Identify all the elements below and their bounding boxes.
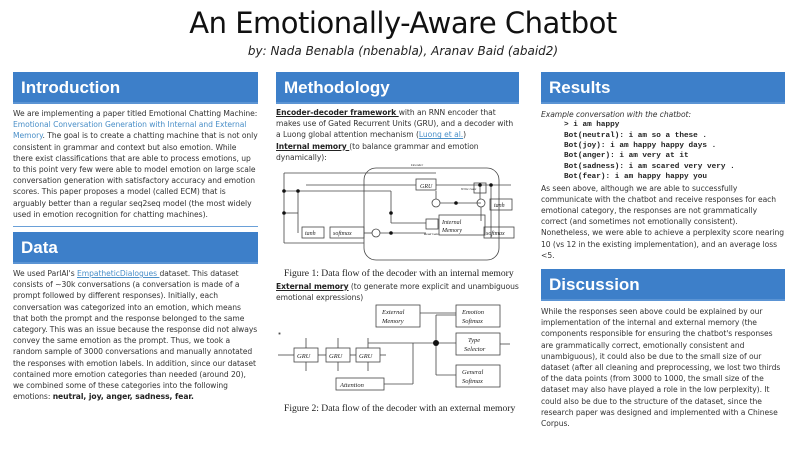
read-gate-label: Read Gate: [424, 232, 439, 237]
encoder-decoder-label: Encoder-decoder framework: [276, 108, 399, 117]
external-memory-label: External memory: [276, 282, 349, 292]
gru-3: GRU: [359, 353, 373, 361]
figure-external-memory: [276, 303, 519, 414]
poster-authors: by: Nada Benabla (nbenabla), Aranav Baid (abaid2): [247, 44, 559, 58]
decoder-label: Decoder: [411, 163, 424, 168]
general-softmax-1: General: [462, 369, 484, 377]
introduction-text-part2: . The goal is to create a chatting machine that is not only consistent in grammar and context but also emotion. While there exist classifications that are able to process emotions, up to this point very few were able to model emotion on large scale conversation generation with satisfactory accuracy and emotion scores. This paper proposes a model (called ECM) that is arguably better than a regular seq2seq model (the most widely used in emotion recognition for chatting machines).: [13, 131, 258, 219]
methodology-heading: Methodology: [276, 72, 519, 104]
internal-memory-text: (to balance grammar and emotion dynamically):: [276, 141, 479, 162]
results-text: As seen above, although we are able to successfully communicate with the chatbot and receive responses for each emotional category, the responses are not grammatically correct (and sometimes not emotionally consistent). Nonetheless, we were able to achieve a perplexity score nearing 10 (vs 12 in the existing implementation), and an average loss <5.: [541, 183, 785, 260]
conversation-line: Bot(joy): i am happy happy days .: [564, 142, 717, 151]
softmax-left-label: softmax: [333, 231, 352, 238]
gru-label: GRU: [420, 184, 433, 191]
conversation-line: Bot(fear): i am happy happy you: [564, 173, 708, 182]
section-divider: [13, 226, 258, 227]
discussion-heading: Discussion: [541, 269, 785, 301]
emotion-softmax-2: Softmax: [462, 318, 483, 326]
paper-title-link[interactable]: Emotional Conversation Generation with Internal and External Memory: [13, 120, 247, 141]
figure-internal-memory: [276, 163, 519, 279]
conversation-line: Bot(neutral): i am so a these .: [564, 131, 708, 140]
write-gate-label: Write Gate: [461, 187, 477, 192]
gru-2: GRU: [329, 353, 343, 361]
introduction-text: [13, 108, 258, 220]
figure1-caption: Figure 1: Data flow of the decoder with an internal memory: [284, 268, 514, 280]
conversation-line: Bot(sadness): i am scared very very .: [564, 162, 735, 171]
column-right: [541, 72, 785, 429]
external-memory-box-1: External: [382, 309, 405, 317]
softmax-right-label: softmax: [486, 231, 505, 238]
tanh-left-label: tanh: [305, 231, 316, 238]
conversation-line: Bot(anger): i am very at it: [564, 152, 689, 161]
example-label: Example conversation with the chatbot:: [541, 110, 691, 119]
results-heading: Results: [541, 72, 785, 104]
introduction-heading: Introduction: [13, 72, 258, 104]
data-heading: Data: [13, 232, 258, 264]
attention-label: Attention: [340, 382, 364, 390]
luong-link[interactable]: Luong et al.: [418, 130, 464, 140]
data-text: [13, 268, 258, 402]
emotion-list: neutral, joy, anger, sadness, fear.: [52, 392, 194, 402]
external-memory-box-2: Memory: [382, 318, 404, 326]
column-left: [13, 72, 258, 402]
data-text-part1: We used ParlAI's: [13, 269, 77, 279]
internal-memory-label-1: Internal: [442, 220, 462, 227]
tanh-right-label: tanh: [494, 203, 505, 210]
external-memory-text: (to generate more explicit and unambiguous emotional expressions): [276, 282, 519, 303]
internal-memory-label-2: Memory: [442, 228, 462, 235]
emotion-softmax-1: Emotion: [462, 309, 485, 317]
encoder-text: with an RNN encoder that makes use of Gated Recurrent Units (GRU), and a decoder with a Luong global attention mechanism (: [276, 108, 514, 140]
methodology-intro: [276, 107, 519, 163]
internal-memory-label: Internal memory: [276, 141, 350, 151]
external-memory-intro: [276, 281, 519, 303]
gru-1: GRU: [297, 353, 311, 361]
data-text-part2: dataset. This dataset consists of ~30k conversations (a conversation is made of a prompt followed by different responses). Initially, each conversation was categorized into an emotion, which means that both the prompt and the response belonged to the same category. This was an issue because the response did not always convey the same emotion as the prompt. Thus, we took a random sample of 3000 conversations and manually annotated the responses with emotion labels. In addition, since our dataset contained more emotion categories than needed (around 20), we combined some of these categories into the following emotions:: [13, 269, 258, 402]
encoder-text-end: ): [463, 130, 467, 140]
column-middle: [276, 72, 519, 414]
type-selector-1: Type: [468, 337, 481, 345]
empathetic-dialogues-link[interactable]: EmpatheticDialogues: [77, 269, 160, 279]
internal-memory-diagram: [276, 163, 519, 263]
introduction-text-part1: We are implementing a paper titled Emotional Chatting Machine:: [13, 109, 258, 118]
conversation-log: [541, 120, 785, 182]
poster-title: An Emotionally-Aware Chatbot: [189, 6, 617, 40]
external-memory-diagram: [276, 303, 519, 398]
figure2-caption: Figure 2: Data flow of the decoder with an external memory: [284, 403, 516, 415]
type-selector-2: Selector: [464, 346, 486, 354]
discussion-text: While the responses seen above could be explained by our implementation of the internal and external memory (the components responsible for ensuring the chatbot's responses are grammatically correct, emotionally consistent and unambiguous), it could also be due to the small size of our dataset (after all cleaning and preprocessing, we lost two thirds of the data points (from 3000 to 1000, the small size of the dataset may also have played a role in the low perplexity). It could also be due to the structure of the dataset, since the research paper was designed and implemented with a Chinese Corpus.: [541, 307, 781, 429]
conversation-line: > i am happy: [564, 121, 620, 130]
general-softmax-2: Softmax: [462, 378, 483, 386]
